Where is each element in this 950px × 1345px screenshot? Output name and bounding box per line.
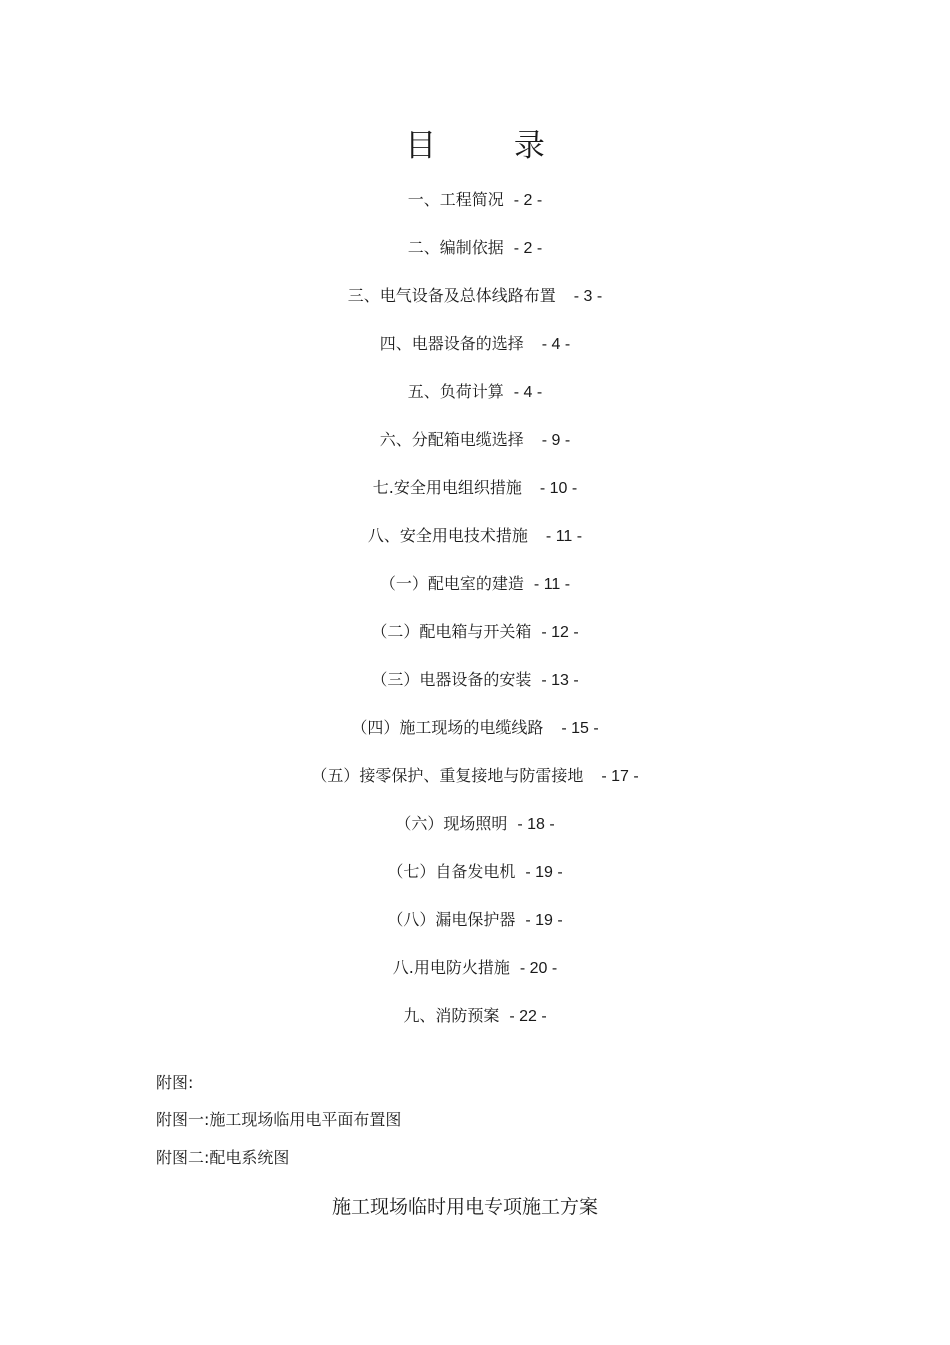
toc-entry[interactable] [0, 908, 950, 933]
toc-entry-page: - 11 - [545, 528, 583, 545]
toc-entry-label: （二）配电箱与开关箱 [371, 622, 532, 641]
toc-title: 目 录 [405, 128, 579, 164]
toc-entry-page: - 2 - [513, 240, 543, 257]
toc-entry-page: - 10 - [539, 480, 578, 497]
toc-entry-page: - 15 - [561, 720, 599, 737]
toc-entry-page: - 12 - [541, 624, 579, 641]
toc-entry-label: （一）配电室的建造 [379, 574, 524, 593]
toc-entry-label: （三）电器设备的安装 [371, 670, 532, 689]
toc-entry-label: 九、消防预案 [403, 1006, 500, 1025]
toc-entry-label: （六）现场照明 [395, 814, 508, 833]
document-title: 施工现场临时用电专项施工方案 [331, 1196, 598, 1218]
toc-entry[interactable] [0, 380, 950, 405]
toc-entry-page: - 18 - [517, 816, 555, 833]
toc-entry-label: （四）施工现场的电缆线路 [351, 718, 544, 737]
toc-entry-page: - 2 - [513, 192, 543, 209]
toc-entry-label: 四、电器设备的选择 [379, 334, 524, 353]
appendix-heading: 附图: [156, 1073, 194, 1092]
toc-entry-page: - 20 - [519, 960, 558, 977]
toc-entry-label: （七）自备发电机 [387, 862, 516, 881]
toc-entry-label: 七.安全用电组织措施 [372, 478, 522, 497]
toc-entry-label: （八）漏电保护器 [387, 910, 516, 929]
toc-entry[interactable] [0, 428, 950, 453]
toc-entry-label: 二、编制依据 [407, 238, 504, 257]
appendix-item: 附图一:施工现场临用电平面布置图 [156, 1110, 402, 1129]
toc-entry-label: 一、工程简况 [407, 190, 504, 209]
toc-entry-page: - 19 - [525, 912, 563, 929]
toc-entry[interactable] [0, 476, 950, 501]
toc-entry-page: - 3 - [573, 288, 603, 305]
toc-entry-page: - 17 - [601, 768, 639, 785]
toc-entry-label: 八、安全用电技术措施 [367, 526, 528, 545]
toc-entry[interactable] [0, 332, 950, 357]
toc-entry-label: 八.用电防火措施 [392, 958, 510, 977]
toc-entry[interactable] [0, 956, 950, 981]
toc-entry[interactable] [0, 812, 950, 837]
toc-entry-page: - 13 - [541, 672, 579, 689]
toc-entry-label: 六、分配箱电缆选择 [379, 430, 524, 449]
toc-entry-page: - 9 - [541, 432, 571, 449]
toc-entry-page: - 4 - [513, 384, 543, 401]
toc-entry[interactable] [0, 188, 950, 213]
toc-entry-page: - 22 - [509, 1008, 547, 1025]
toc-entry[interactable] [0, 620, 950, 645]
toc-entry[interactable] [0, 284, 950, 309]
toc-entry[interactable] [0, 524, 950, 549]
toc-entry[interactable] [0, 1004, 950, 1029]
toc-entry-page: - 19 - [525, 864, 563, 881]
toc-entry-page: - 11 - [533, 576, 571, 593]
toc-entry[interactable] [0, 764, 950, 789]
toc-entry-label: 五、负荷计算 [407, 382, 504, 401]
toc-entry[interactable] [0, 572, 950, 597]
toc-entry-label: （五）接零保护、重复接地与防雷接地 [311, 766, 584, 785]
toc-entry[interactable] [0, 236, 950, 261]
toc-entry[interactable] [0, 668, 950, 693]
toc-entry[interactable] [0, 716, 950, 741]
toc-entry-page: - 4 - [541, 336, 571, 353]
toc-entry[interactable] [0, 860, 950, 885]
appendix-item: 附图二:配电系统图 [156, 1148, 290, 1167]
toc-entry-label: 三、电气设备及总体线路布置 [347, 286, 556, 305]
